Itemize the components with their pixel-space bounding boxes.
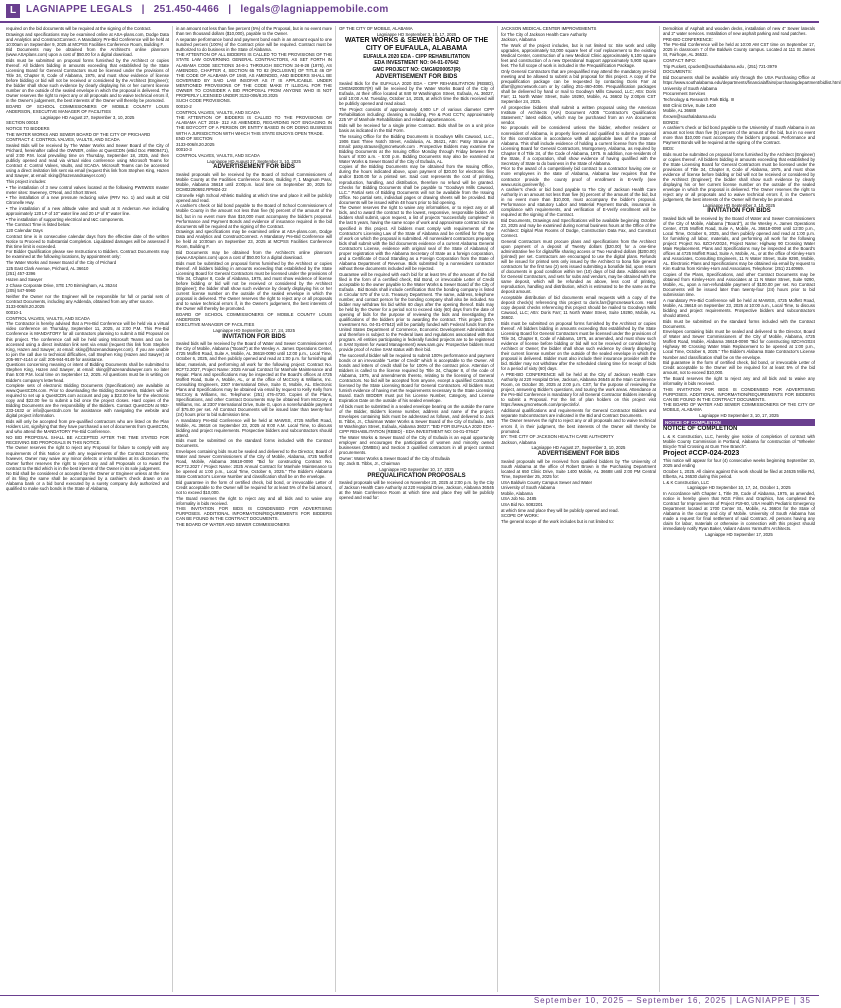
legal-paragraph: NOTICE TO BIDDERS	[6, 126, 50, 132]
legal-paragraph: END OF SECTION	[176, 136, 213, 142]
legal-paragraph: (251) 457-3396	[6, 271, 36, 277]
legal-paragraph: Bid Documents, Drawings and Specifications will be available beginning October 23, 2025 and may be examined during normal business hours at the Office of the Architect: Digital Plan Rooms of Dodge, Construction Data Fax, and Construct Connect.	[501, 218, 656, 239]
legal-paragraph: SCOPE OF WORK:	[501, 513, 539, 519]
header-rule	[0, 21, 819, 23]
notice-heading: INVITATION FOR BIDS	[222, 333, 286, 340]
column-divider	[497, 26, 498, 992]
publication-credit: Lagniappe HD September 17, 2025	[705, 531, 773, 537]
legal-paragraph: The Owner reserves the right to reject any Proposal for failure to comply with any requirements of this Notice or with any requirements of the Contract Documents; however, Owner may waive any minor defects or informalities at its discretion. The Owner further reserves the right to reject any and all Proposals or to Award the contract to the Bid which is in the best interest of the Owner in its sole judgement.	[6, 445, 169, 471]
legal-paragraph: Procurement Services	[663, 91, 706, 97]
legal-paragraph: CONTROL VALVES, VAULTS, AND SCADA	[176, 109, 260, 115]
legal-paragraph: 650 Clinic Drive, Suite 1400	[663, 102, 717, 108]
publication-credit: Lagniappe HD September 10, 17, 24, October 1, 2025	[687, 485, 791, 491]
legal-paragraph: 00010-3	[176, 147, 192, 153]
publication-credit: Lagniappe HD September 10, 17, 24, 2025	[213, 328, 295, 334]
legal-paragraph: Bids will be received for a single prime Contract. Bids shall be on a unit price basis as indicated in the Bid Form.	[339, 122, 494, 133]
legal-paragraph: The general scope of the work includes but is not limited to:	[501, 518, 614, 524]
legal-paragraph: The Project consists of approximately 4,900 LF of various diameter CIPP Rehabilitation including: cleaning & mudding, Pre & Post CCTV, approximately 225 VF of Manhole Rehabilitation and related appurtenances.	[339, 107, 494, 123]
legal-paragraph: SECTION 00010	[6, 120, 39, 126]
notice-subheading: EDA INVESTMENT NO: 04-01-07642	[374, 60, 459, 67]
legal-paragraph: L & K Construction, LLC	[663, 479, 709, 485]
legal-paragraph: Acceptable distribution of bid documents email requests with a copy of the deposit check(s) referencing this project to doris.farr@gmcnetwork.com. Hard copy deposit checks referencing this project should be mailed to Goodwyn Mills Cawood, LLC; Attn: Doris Farr; 11 North Water Street, Suite 19290, Mobile, AL 36602.	[501, 294, 656, 321]
legal-paragraph: THIS INVITATION FOR BIDS IS CONDENSED FOR ADVERTISING PURPOSES. ADDITIONAL INFORMATION/REQUIREMENTS FOR BIDDERS CAN BE FOUND IN THE CONTRACT DOCUMENTS.	[663, 386, 815, 402]
legal-paragraph: JACKSON MEDICAL CENTER IMPROVEMENTS	[501, 26, 597, 31]
legal-paragraph: Contract time is in consecutive calendar days from the effective date of the written Notice to Proceed to Substantial Completion. Liquidated damages will be assessed if this time limit is exceeded.	[6, 233, 169, 249]
column-divider	[659, 26, 660, 992]
legal-paragraph: Jackson, Alabama	[501, 37, 536, 43]
legal-paragraph: Jackson, Alabama	[501, 439, 536, 445]
legal-paragraph: Neither the Owner nor the Engineer will be responsible for full or partial sets of Contract Documents, including any Addenda, obtained from any other source.	[6, 293, 169, 304]
legal-paragraph: Drawings and specifications may be examined online at ASA-plans.com, Dodge Data and Analytics and ConstructConnect. A Mandatory Pre-Bid Conference will be held at 10:00am on September 9, 2025 at MCPSS Facilities Conference Room, Building F.	[6, 31, 169, 47]
legal-paragraph: Bid guarantee in the form of certified check, bid bond, or irrevocable Letter of Credit acceptable to the Owner will be required for at least 5% of the bid amount, not to exceed $10,000.	[176, 479, 332, 496]
legal-paragraph: THE ATTENTION OF BIDDERS IS CALLED TO THE PROVISIONS OF ALABAMA ACT 2016- 312 AS AMENDED, REGARDING NOT ENGAGING IN THE BOYCOTT OF A PERSON OR ENTITY BASED IN OR DOING BUSINESS WITH A JURISDICTION WITH WHICH THIS STATE ENJOYS OPEN TRADE.	[176, 115, 332, 136]
legal-paragraph: NO BID PROPOSAL SHALL BE ACCEPTED AFTER THE TIME STATED FOR RECEIVING BID PROPOSALS IN THIS NOTICE.	[6, 434, 169, 445]
legal-column-1	[6, 26, 169, 992]
legal-paragraph: THE ATTENTION OF ALL BIDDERS IS CALLED TO THE PROVISIONS OF THE STATE LAW GOVERNING GENERAL CONTRACTORS, AS SET FORTH IN ALABAMA CODE SECTIONS 34-8-1 THROUGH SECTION 34-8-28 (1975), AS AMENDED, CHAPTER 4, SECTION 65 TO 82 (INCLUSIVE) OF TITLE 46 OF THE CODE OF ALABAMA OF 1940, AS AMENDED, AND BIDDERS SHALL BE GOVERNED BY SAID LAW INSOFAR AS IT IS APPLICABLE. UNDER MENTIONED PROVISIONS OF THE CODE MAKE IT ILLEGAL FOR THE OWNER TO CONSIDER A BID PROPOSAL FROM ANYONE WHO IS NOT PROPERLY LICENSED UNDER 3133-006/8.20.2025	[176, 52, 332, 98]
legal-paragraph: All prospective bidders shall submit a written proposal using the American Institute of Architects (AIA) Document A305 "Contractor's Qualification Statement," latest edition, which may be purchased from an AIA documents vendor.	[501, 104, 656, 125]
legal-paragraph: Owner: Water Works & Sewer Board of the City of Eufaula	[339, 455, 450, 461]
legal-paragraph: • The installation of a new pressure reducing valve (PRV No. 1) and vault at Old Citronelle Hwy.	[6, 195, 169, 206]
page-footer	[0, 995, 819, 1008]
header-text	[26, 4, 395, 15]
footer-text: September 10, 2025 – September 16, 2025 | LAGNIAPPE | 35	[533, 996, 811, 1005]
legal-paragraph: CONTRACT 4: CONTROL VALVES, VAULTS, AND SCADA	[6, 137, 120, 143]
legal-paragraph: The Water Works & Sewer Board of the City of Eufaula is an equal opportunity employer and encourages the participation of women and minority owned businesses (DMBEs) and Section 3 qualified contractors in all project contract procurements.	[339, 434, 494, 455]
notice-subheading: EUFAULA 2020 EDA - CIPP REHABILITATION	[363, 53, 470, 60]
legal-paragraph: A mandatory Pre-Bid Conference will be held at MAWSS, 4725 Moffett Road, Mobile, AL 36618 on September 23, 2025 at 9:00 A.M. Local Time, to discuss bidding and project requirements. Prospective bidders and subcontractors should attend.	[176, 417, 332, 438]
legal-paragraph: Citronelle High School Athletic Building at which time and place it will be publicly opened and read.	[176, 192, 332, 203]
project-number: Project #CCP-024-2023	[663, 449, 740, 457]
legal-paragraph: 2 Chase Corporate Drive, STE 170 Birmingham, AL 35244	[6, 282, 118, 288]
legal-paragraph: 00010-2	[176, 104, 192, 110]
page-header	[0, 0, 819, 22]
legal-paragraph: OF THE CITY OF MOBILE, ALABAMA	[339, 26, 413, 31]
column-divider	[172, 26, 173, 992]
legal-paragraph: Sealed Bids will be received by The Water Works and Sewer Board of the City of Prichard, hereinafter called the OWNER, online at QuestCDN (eBid Doc #9809471), until 2:00 P.M. local prevailing time on Thursday, September 18, 2025, and then publicly opened and read via virtual video conference using Microsoft Teams for Contract 4: Control Valves, Vaults, and SCADA. Microsoft Teams can be accessed using a direct invitation link sent via email (request this link from Stephen King, Hazen and Sawyer, at email: sking@hazenandsawyer.com)	[6, 142, 169, 179]
legal-paragraph: L & K Construction, LLC, hereby give notice of completion of contract with Mobile County Commission in Portland, Alabama for construction of "Wheeler Bicycle Trail Crossing at Gum Tree Branch".	[663, 433, 815, 449]
legal-paragraph: DOCUMENTS:	[663, 69, 692, 75]
legal-paragraph: USA Job No. 2485	[501, 496, 537, 502]
legal-paragraph: for The City of Jackson Health Care Authority	[501, 31, 587, 37]
legal-paragraph: 3133-006/8.20.2025	[6, 304, 45, 310]
legal-paragraph: The Water Works and Sewer Board of the City of Prichard	[6, 259, 117, 265]
legal-paragraph: Only General Contractors that are prequalified may attend the mandatory pre-bid meeting and be allowed to submit a bid proposal for this project. A copy of the prequalification package can be requested by contacting Doris Farr at dfarr@gmcnetwork.com or by calling 251-460-4006. Prequalification packages shall be delivered by hand or mail to Goodwyn Mills Cawood, LLC; Attn: Doris Farr; 11 North Water Street, Suite 19290, Mobile, AL 36602 by 2:00pm CST September 24, 2025.	[501, 68, 656, 105]
legal-paragraph: The Contract Time is listed below:	[6, 222, 71, 228]
legal-paragraph: Sealed proposals will be received from qualified bidders by The University of South Alabama at the office of Robert Brown in the Purchasing Department located at 650 Clinic Drive, Suite 1400 Mobile, AL 36688 until 2:00 PM Central Time, September 25, 2025 for:	[501, 458, 656, 479]
notice-heading: PREQUALIFICATION PROPOSALS	[367, 472, 466, 479]
legal-paragraph: Envelopes containing bids must be sealed and delivered to the Director, Board of Water and Sewer Commissioners of the City of Mobile, Alabama, 4725 Moffett Road, Mobile, Alabama 36618-0090 "Bid for constructing Contract No. 8CF72.2027 / Project Name: 2025 Annual Contract for Manhole Maintenance to be opened at 1:00 p.m., Local Time, October 6, 2025." The Bidder's Alabama State Contractor's License Number and classification shall be on the envelope.	[176, 449, 332, 480]
legal-paragraph: USA Bid No. 5082201	[501, 502, 543, 508]
legal-paragraph: Sealed bids will be received by the Board of Water and Sewer Commissioners of the City of Mobile, Alabama ("Board") at the Wesley A. James Operations Center, 4725 Moffett Road, Suite A, Mobile, AL 36618-0090 until 12:00 p.m., Local Time, October 6, 2025, and then publicly opened and read at 1:00 p.m. for furnishing all labor, materials, and performing all work for the following project: Contract No. 8CF72.2027, Project Name: 2025 Annual Contract for Manhole Maintenance and Repair. Plans and specifications may be inspected at the Board's offices at 4725 Moffett Road, Suite A, Mobile, AL, or at the office of McCrory & Williams, Inc. Consulting Engineers, 2307 International Drive, Suite G, Mobile, AL. Electronic Plans and Specifications may be obtained via email by request to Kelly Kelly from McCrory & Williams, Inc. Telephone: (251) 476-4720. Copies of the Plans, Specifications, and other Contract Documents may be obtained from McCrory & Williams, Inc. at 2307 International Drive, Suite G, upon a nonrefundable payment of $75.00 per set. All Contract Documents will be issued later than twenty-four (24) hours prior to bid submission time.	[176, 341, 332, 417]
legal-paragraph: Bids must be submitted on proposal forms furnished by the Architect (Engineer) or copies thereof. All bidders bidding in amounts exceeding that established by the State Licensing Board for General Contractors must be licensed under the provisions of Title 34, Chapter 8, Code of Alabama, 1975, and must show evidence of license before bidding or bid will not be received or considered by the Architect (Engineer); the bidder shall show such evidence by clearly displaying his or her current license number on the outside of the sealed envelope in which the proposal is delivered. The Owner reserves the right to reject any or all proposals and to waive technical errors if, in the Owner's judgement, the best interests of the Owner will thereby be promoted.	[663, 151, 815, 202]
legal-paragraph: Bids must be submitted on proposal forms furnished by the Architect or copies thereof. All bidders bidding in amounts exceeding that established by the State Licensing Board for General Contractors must be licensed under the provisions of Title 34, Chapter 8, Code of Alabama, 1975, and must show evidence of license before bidding or bid will not be received or considered by the Architect (Engineer); the bidder shall show such evidence by clearly displaying his or her current license number on the outside of the sealed envelope in which the proposal is delivered. The Owner reserves the right to reject any or all proposals and to waive technical errors if, in the Owner's judgement, the best interests of the Owner will thereby be promoted.	[176, 260, 332, 312]
legal-paragraph: The Board reserves the right to reject any and all bids and to waive any informality in bids received.	[176, 495, 332, 506]
header-separator: |	[228, 4, 232, 15]
legal-paragraph: Sealed proposals will be received on November 20, 2025 at 2:00 p.m. by the City of Jackson Health Care Authority at 220 Hospital Drive, Jackson, Alabama 36545 at the Main Conference Room at which time and place they will be publicly opened and read for:	[339, 480, 494, 501]
legal-paragraph: The Issuing Office for the Bidding Documents is Goodwyn Mills Cawood, LLC., 1906 East Three Notch Street, Andalusia, AL 36421, Attn: Patsy Strause at Email: patsy.strause@gmcnetwork.com . Prospective Bidders may examine the Bidding Documents at the Issuing Office Monday through Friday between the hours of 8:00 a.m. - 5:00 p.m. Bidding Documents may also be examined at Water Works & Sewer Board of the City of Eufaula, AL.	[339, 133, 494, 164]
legal-paragraph: For Bidder Qualification please see Instructions to Bidders. Contract Documents may be examined at the following locations, by appointment only:	[6, 249, 169, 260]
legal-paragraph: By: Jack B. Tibbs, Jr., Chairman	[339, 461, 400, 467]
legal-paragraph: Copies of the Bidding Documents may be obtained from the Issuing Office, during the hours indicated above, upon payment of $20.00 for electronic files and/or $100.00 for a printed set. Said cost represents the cost of printing, reproduction, handling, and distribution, therefore no refund will be granted. Checks for Bidding Documents shall be payable to "Goodwyn Mills Cawood, LLC." Partial sets of Bidding Documents will not be available from the Issuing Office. No partial sets, individual pages or drawing sheets will be provided. Bid documents will be issued within 48 hours prior to bid opening.	[339, 164, 494, 205]
notice-heading: ADVERTISEMENT FOR BIDS	[537, 451, 620, 458]
column-divider	[335, 26, 336, 992]
notice-subheading: GMC PROJECT NO: CMGM200057(R)	[372, 67, 461, 74]
notice-heading: ADVERTISEMENT FOR BIDS	[213, 164, 295, 171]
legal-paragraph: The Pre-Bid Conference will be held at 10:00 AM CST time on September 17, 2025 in classroom 7 of the Baldwin County campus. Located at 111 St James St, Fairhope, AL 36532.	[663, 42, 815, 58]
publication-credit: Lagniappe HD August 27, September 3, 10, 2025	[531, 445, 626, 451]
legal-paragraph: University of South Alabama	[501, 485, 555, 491]
legal-paragraph: • The installation of a new altitude valve and vault at S Anderson Ave including approximately 120 LF of 10" water line and 20 LF of 6" water line.	[6, 205, 169, 216]
legal-paragraph: Trip Puckett, cpuckett@southalabama.edu , (251) 721-3979	[663, 63, 777, 69]
legal-paragraph: BOARD OF SCHOOL COMMISSIONERS OF MOBILE COUNTY LOUIS ANDERSON, EXECUTIVE MANAGER OF FACILITIES	[6, 104, 169, 115]
legal-paragraph: CONTROL VALVES, VAULTS, AND SCADA	[6, 315, 90, 321]
legal-paragraph: Bid guarantee in the form of certified check, bid bond, or irrevocable Letter of Credit acceptable to the Owner will be required for at least 5% of the bid amount, not to exceed $10,000.	[663, 360, 815, 376]
notice-category-bar: NOTICE OF COMPLETION	[663, 419, 815, 426]
notice-heading: WATER WORKS & SEWER BOARD OF THE CITY OF EUFAULA, ALABAMA	[344, 37, 489, 53]
legal-paragraph: USA Baldwin County Campus Sewer and Water	[501, 479, 593, 485]
legal-paragraph: Bids will only be accepted from pre-qualified contractors who are listed on the Plan Holders List, signifying that they have purchased a set of documents from QuestCDN, and who attend the MANDATORY Pre-Bid Conference.	[6, 419, 169, 435]
legal-paragraph: Technology & Research Park Bldg. III	[663, 96, 735, 102]
legal-paragraph: • The installation of 3 new control valves located at the following PWSWSS master meter sites: Sweeney, O'Neal, and Short Street.	[6, 184, 169, 195]
legal-paragraph: Copies of the Plans, Specifications, and other Contract Documents may be obtained from Kimley-Horn and Associates at 11 N Water Street, Suite 9290, Mobile, AL, upon a non-refundable payment of $100.00 per set. No Contract Documents will be issued later than twenty-four (24) hours prior to bid submission time.	[663, 271, 815, 298]
legal-paragraph: October 1, 2025. All claims against this work should be filed at 24635 Millie Rd, Elberta, AL 36530 during this period.	[663, 468, 815, 479]
legal-paragraph: The Owner reserves the right to reject any or all proposals and to waive technical errors if, in their judgment, the best interests of the Owner will thereby be promoted.	[501, 418, 656, 434]
legal-paragraph: Prior to the award of a competitively bid contract to a contractor having one or more employees in the state of Alabama, Alabama law requires that the contractor provide the county proof of enrollment in E-Verify (see www.uscis.gov/everify).	[501, 166, 656, 187]
publication-credit: Lagniappe HD September 3, 10, 2025	[702, 202, 776, 208]
publication-credit: Lagniappe HD August 27, September 3, 10, 2025	[40, 114, 135, 120]
legal-paragraph: University of South Alabama	[663, 85, 717, 91]
legal-paragraph: Bids must be submitted on proposal forms furnished by the Architect or copies thereof. All bidders bidding in amounts exceeding that established by the State Licensing Board for General Contractors must be licensed under the provisions of Title 34, Chapter 8, Code of Alabama, 1975, as amended, and must show such evidence of license before bidding or bid will not be received or considered by Architect or Owner; the bidder shall show such evidence by clearly displaying their current license number on the outside of the sealed envelope in which the proposal is delivered. Bidder must also include their insurance provider with the bid. Bidder may not withdraw after the scheduled closing time for receipt of bids for a period of sixty (60) days.	[501, 320, 657, 372]
header-email[interactable]: legals@lagniappemobile.com	[240, 4, 389, 15]
legal-paragraph: 120 Calendar Days	[6, 227, 43, 233]
notice-heading: ADVERTISEMENT FOR BIDS	[375, 73, 458, 80]
legal-paragraph: BONDS:	[663, 119, 680, 125]
publication-credit: Lagniappe HD September 10, 17, 2025	[379, 466, 454, 472]
legal-paragraph: Sealed bids will be received by the Board of Water and Sewer Commissioners of the City of Mobile, Alabama ("Board"), at the Wesley A. James Operations Center, 4725 Moffett Road, Suite A, Mobile, AL 36618-0090 until 12:00 p.m., Local Time, October 6, 2025, and then publicly opened and read at 1:00 p.m. for furnishing all labor, materials, and performing all work for the following project: Project No. 8ZCHV2024, Project Name: Highway 90 Crossing Water Main Replacement. Plans and Specifications may be inspected at the Board's offices at 4725 Moffett Road, Suite A, Mobile, AL, or at the office of Kimley-Horn and Associates, Consulting Engineers, 11 N Water Street, Suite 9290, Mobile, AL. Electronic Plans and Specifications may be obtained via email by request to Kim Kudrna from Kimley-Horn and Associates, Telephone: (251) 2140969.	[663, 215, 815, 272]
legal-paragraph: Bids must be submitted on the standard forms included with the Contract Documents.	[176, 438, 332, 449]
legal-paragraph: Mobile, Alabama	[501, 490, 533, 496]
publication-name: LAGNIAPPE LEGALS	[26, 4, 133, 15]
legal-paragraph: Guarantee will be required with each bid for at least 5% of the amount of the bid filed in the form of a certified check, Bid Bond, or irrevocable Letter of Credit acceptable to the owner payable to the Water Works & Sewer Board of the City of Eufaula . Bid Bonds shall include certification that the bonding company is listed in Circular 570 of the U.S. Treasury Department. The name, address, telephone number, and contact person for the bonding company shall also be included. No bidder may withdraw his bid within 60 days after the opening thereof. Bids may be held by the Owner for a period not to exceed sixty (60) days from the date of opening of bids for the purpose of reviewing the bids and investigating the qualifications of the bidders prior to awarding the contract. This project (EDA Investment No. 04-01-07642) will be partially funded with Federal funds from the United States Department of Commerce, Economic Development Administration and therefore is subject to the Federal laws and regulations associated with that program. All entities participating in federally funded projects are to be registered in SAM System for Award Management) www.sam.gov. Prospective bidders must provide proof of Active SAM status with their bid.	[339, 271, 495, 353]
publication-credit: Lagniappe HD August 27, September 3, 10, 2025	[207, 158, 301, 164]
legal-paragraph: THE WATER WORKS AND SEWER BOARD OF THE CITY OF PRICHARD	[6, 131, 151, 137]
legal-paragraph: The Owner reserves the right to waive any informalities, or to reject any or all bids, and to award the contract to the lowest, responsive, responsible bidder. All bidders shall submit, upon request, a list of projects "successfully completed" in the last 5 years, having the same scope of work and approximate contract size as specified in this project. All bidders must comply with requirements of the Contractor's Licensing Law of the State of Alabama and be certified for the type of work on which the proposal is submitted. All nonresident contractors preparing bids shall submit with the bid documents evidence of a current Alabama General Contractor's License, evidence with original seal of the State of Alabama) of proper registration with the Alabama Secretary of State as a foreign corporation, and a Certificate of Good Standing as a Foreign Corporation from the State of Alabama Department of Revenue. Bids submitted by a nonresident contractor without these documents included will be rejected.	[339, 205, 495, 271]
legal-paragraph: rbrown@southalabama.edu	[663, 113, 716, 119]
legal-paragraph: Additional qualifications and requirements for General Contractor Bidders and separate Subcontractors are indicated in the Bid and Contract Documents.	[501, 407, 656, 418]
legal-paragraph: 3133-006/8.20.2025	[176, 141, 215, 147]
header-phone: 251.450-4466	[153, 4, 220, 15]
legal-paragraph: A PRE-BID CONFERENCE will be held at the City of Jackson Health Care Authority at 220 Hospital Drive, Jackson, Alabama 36545 at the Main Conference Room, on October 30, 2025 at 2:00 p.m. CST, for the purpose of reviewing the project, answering Bidder's questions, and touring the work areas. Attendance at the Pre-Bid Conference is mandatory for all General Contractor Bidders intending to submit a Proposal. For the list of plan holders on this project visit https://www.gmcnetwork.com/projectinfo/.	[501, 371, 656, 408]
legal-paragraph: No proposals will be considered unless the bidder, whether resident or nonresident of Alabama, is properly licensed and qualified to submit a proposal for this construction in accordance with all applicable laws of the State of Alabama. This shall include evidence of holding a current license from the State Licensing Board for General Contractors, Montgomery, Alabama, as required by Chapter 8 of Title 34, of the Code of Alabama, 1975. In addition, non-residents of the State, if a corporation, shall show evidence of having qualified with the Secretary of State to do business in the State of Alabama.	[501, 125, 656, 166]
legal-paragraph: at which time and place they will be publicly opened and read.	[501, 507, 619, 513]
legal-paragraph: CONTACT INFO:	[663, 58, 697, 64]
legal-paragraph: Mobile, AL 36688	[663, 108, 697, 114]
publication-credit: Lagniappe HD September 3, 10, 17, 2025	[376, 31, 457, 37]
legal-paragraph: No Bid shall be considered or accepted by the Owner or Engineer unless at the time of its filing the same shall be accompanied by a cashier's check drawn on an Alabama bank or a bid bond executed by a surety company duly authorized and qualified to make such bonds in the State of Alabama,	[6, 471, 169, 492]
legal-paragraph: (205) 547-5960	[6, 288, 36, 294]
legal-paragraph: This notice will appear for four (4) consecutive weeks beginning September 10, 2025 and ending	[663, 458, 815, 469]
notice-heading: NOTICE OF COMPLETION	[663, 426, 738, 433]
legal-paragraph: 00010-1	[6, 310, 22, 316]
legal-paragraph: Bids must be submitted on the standard forms included with the Contract Documents.	[663, 318, 815, 329]
legal-paragraph: Hazen and Sawyer	[6, 276, 43, 282]
legal-column-5	[663, 26, 841, 992]
legal-paragraph: BY: THE CITY OF JACKSON HEALTH CARE AUTHORITY	[501, 434, 614, 440]
legal-paragraph: Envelopes containing bids must be sealed and delivered to the Director, Board of Water and Sewer Commissioners of the City of Mobile, Alabama, 4725 Moffett Road, Mobile, Alabama 36618-0090 "Bid for constructing 8ZCHV2024 Highway 90 Crossing Water Main Replacement to be opened at 1:00 p.m., Local Time, October 6, 2025." The Bidder's Alabama State Contractor's License Number and classification shall be on the envelope.	[663, 329, 815, 360]
legal-paragraph: Drawings and specifications may be examined online at ASA-plans.com, Dodge Data and Analytics and ConstructConnect. A Mandatory Pre-Bid Conference will be held at 10:00am on September 23, 2025 at MCPSS Facilities Conference Room, Building F.	[176, 229, 332, 250]
legal-paragraph: Bids must be submitted on proposal forms furnished by the Architect or copies thereof. All bidders bidding in amounts exceeding that established by the State Licensing Board for General Contractors must be licensed under the provisions of Title 34, Chapter 8, Code of Alabama, 1975, and must show evidence of license before bidding or bid will not be received or considered by the Architect (Engineer); the bidder shall show such evidence by clearly displaying his or her current license number on the outside of the sealed envelope in which the proposal is delivered. The Owner reserves the right to reject any or all proposals and to waive technical errors if, in the Owner's judgement, the best interests of the Owner will thereby be promoted.	[6, 58, 169, 104]
legal-paragraph: PRE-BID CONFERENCE:	[663, 36, 713, 42]
legal-paragraph: • The installation of supporting electrical and I&C components.	[6, 216, 125, 222]
header-separator: |	[141, 4, 145, 15]
legal-paragraph: THE BOARD OF WATER AND SEWER COMMISSIONERS OF THE CITY OF MOBILE, ALABAMA	[663, 402, 815, 413]
legal-paragraph: Sealed proposals will be received by the Board of School Commissioners of Mobile County at the Facilities Conference Room, Building F, 1 Magnum Pass, Mobile, Alabama 36618 until 2:00p.m. local time on September 30, 2025 for DCM02250692.RPM24-22	[176, 171, 332, 193]
legal-paragraph: THIS INVITATION FOR BIDS IS CONDENSED FOR ADVERTISING PURPOSES. ADDITIONAL INFORMATION/REQUIREMENTS FOR BIDDERS CAN BE FOUND IN THE CONTRACT DOCUMENTS.	[176, 506, 332, 522]
legal-paragraph: A mandatory Pre-Bid Conference will be held at MAWSS, 4725 Moffett Road, Mobile, AL 36618 on September 23, 2025 at 10:00 a.m., Local Time, to discuss bidding and project requirements. Prospective bidders and subcontractors should attend.	[663, 297, 815, 318]
legal-column-3	[339, 26, 494, 992]
legal-paragraph: BOARD OF SCHOOL COMMISSIONERS OF MOBILE COUNTY LOUIS ANDERSON	[176, 311, 332, 322]
legal-paragraph: A cashier's check or bid bond payable to the University of South Alabama in an amount not less than five (5) percent of the amount of the bid, but in no event more than $10,000 must accompany the bidder's proposal. Performance and Payment Bonds will be required at the signing of the Contract.	[663, 125, 815, 146]
legal-paragraph: THE BOARD OF WATER AND SEWER COMMISSIONERS	[176, 522, 290, 528]
publication-credit: Lagniappe HD September 3, 10, 17, 2025	[699, 413, 779, 418]
legal-paragraph: A cashier's check or bid bond payable to the Board of School Commissioners of Mobile County in the amount not less than five (5) percent of the amount of the bid, but in no event more than $10,000 must accompany the bidder's proposal. Performance and Payment Bonds and evidence of insurance required in the bid documents will be required at the signing of the Contract.	[176, 203, 332, 229]
publication-logo: L	[6, 4, 20, 18]
legal-paragraph: Questions concerning meaning or intent of Bidding Documents shall be submitted to Stephen King, Hazen and Sawyer, at email: sking@hazenandsawyer.com no later than 5:00 P.M. local time on September 12, 2025. All questions must be in writing on Bidder's company's letterhead.	[6, 362, 169, 383]
legal-paragraph: The successful bidder will be required to submit 100% performance and payment bonds or an irrevocable "Letter of Credit" which is acceptable to the Owner. All bonds and letters of credit shall be for 100% of the contract price. Attention of Bidders is called to the license required by Title 34, Chapter 8, of the code of Alabama, 1975, and amendments thereto, relating to the licensing of General Contractors. No bid will be accepted from anyone, except a qualified Contractor, licensed by the State Licensing Board for General Contractors. All bidders must furnish evidence of having met the requirements necessary to the State Licensing Board. Each BIDDER must put his License Number, Category, and License Expiration Date on the outside of his sealed envelope.	[339, 352, 495, 404]
legal-paragraph: A cashier's check or bid bond payable to The City of Jackson Health Care Authority in an amount not less than five (5) percent of the amount of the bid, but in no event more than $10,000, must accompany the bidder's proposal. Performance and statutory Labor and Material Payment Bonds, insurance in compliance with requirements, and verification of E-Verify enrollment will be required at the signing of the Contract.	[501, 187, 656, 218]
legal-paragraph: The Board reserves the right to reject any and all bids and to waive any informality in bids received.	[663, 375, 815, 386]
legal-paragraph: In Accordance with Chapter 1, Title 39, Code of Alabama, 1975, as amended, notice is hereby given that NGS Films and Graphics, has completed the Contract for Improvements of Project #19-60, USA Health Pediatric Emergency Department located at 1700 Center St., Mobile, AL 36604 for the State of Alabama in the county and city of Mobile. University of South Alabama has made a request for final settlement of said Contract. All persons having any claim for labor, materials or otherwise in connection with this project should immediately notify Ryan Baker, Valiant Adams Yarmuth's Architects.	[663, 490, 815, 532]
legal-paragraph: The Work of the project includes, but is not limited to: Site work and utility upgrades, approximately 53,000 square feet of roof replacement to the existing Medical Center, construction of a new Medical Clinic approximately 6,100 square feet and construction of a new Operational Support approximately 5,900 square feet. The full scope of work is included in the Prequalification Package.	[501, 42, 656, 69]
legal-paragraph: in an amount not less than five percent (5%) of the Proposal, but in no event more than ten thousand dollars ($10,000), payable to the Owner.	[176, 26, 332, 37]
legal-paragraph: EXECUTIVE MANAGER OF FACILITIES	[176, 322, 255, 328]
legal-paragraph: CONTROL VALVES, VAULTS, AND SCADA	[176, 153, 260, 159]
legal-paragraph: Bid Documents may be obtained from the Architect's online planroom (www.ASAplans.com) upon a cost of $50.00 for a digital download.	[6, 47, 169, 58]
legal-column-2	[176, 26, 332, 992]
legal-paragraph: This project includes:	[6, 178, 47, 184]
legal-paragraph: BIDS:	[663, 145, 675, 151]
legal-paragraph: SUCH CODE PROVISIONS.	[176, 98, 231, 104]
legal-paragraph: Bid Documents shall be available only through the USA Purchasing Office at https://www.southalabama.edu/departments/financialaffairs/purchasingdepartment/bidlist.html	[663, 74, 841, 86]
legal-paragraph: Sealed Bids for the EUFAULA 2020 EDA - CIPP REHABILITATION (REBID), CMGM200057(R) will be received by the Water Works Board of the City of Eufaula, at their office located at 840 W Washington Street, Eufaula, AL 36027, until 10:00 A.M. Tuesday, October 14, 2025, at which time the Bids received will be publicly opened and read aloud.	[339, 81, 494, 107]
legal-paragraph: The Contractor is hereby advised that a Pre-Bid Conference will be held via a virtual video conference on Thursday, September 11, 2025, at 2:00 P.M. This Pre-Bid Conference is MANDATORY for all contractors planning to submit a Bid Proposal on this project. The conference call will be held using Microsoft Teams and can be accessed using a direct invitation link sent via email (request this link from Stephen King, Hazen and Sawyer, at email: sking@hazenandsawyer.com). If you are unable to join the call due to technical difficulties, call Stephen King (Hazen and Sawyer) at 205-957-4144 or call: 205-944-9149 for assistance.	[6, 321, 169, 362]
notice-heading: INVITATION FOR BIDS	[707, 208, 771, 215]
legal-paragraph: A separate performance bond and payment bond each in an amount equal to one hundred percent (100%) of the Contract price will be required. Contract must be authorized to do business in the State of Alabama.	[176, 36, 332, 52]
legal-paragraph: required on the bid documents will be required at the signing of the Contract.	[6, 26, 152, 31]
legal-paragraph: Complete sets of electronic Bidding Documents (Specifications) are available at www.QuestCDN.com. Prior to downloading the Bidding Documents, Bidders will be required to set up a QuestCDN.com account and pay a $22.00 fee for the electronic copy and $22.00 fee to submit a bid once the project closes. Hard copies of the Bidding Documents are the responsibility of the Bidders. Contact QuestCDN at 952-233-1632 or info@questcdn.com for assistance with navigating the website and digital project information.	[6, 383, 169, 419]
legal-paragraph: Bid Documents may be obtained from the Architect's online planroom (www.ASAplans.com) upon a cost of $50.00 for a digital download.	[176, 250, 332, 261]
legal-paragraph: General Contractors must procure plans and specifications from the Architect upon payment of a deposit of Twenty dollars ($20.00) for a one-time administrative fee for digital/file sharing access or Two Hundred dollars ($200.00) (printed) per set. Contractors are encouraged to use the digital plans. Refunds will be issued for printed sets only issued by the Architect to bona fide general contractors for the first two (2) sets issued submitting a bonafide bid, upon return of documents in good condition within ten (10) days of bid date. Additional sets for General Contractors, and sets for subs and vendors, may be obtained with the same deposit, which will be refunded as above, less cost of printing, reproduction, handling and distribution, which is estimated to be the same as the deposit amount.	[501, 238, 657, 295]
legal-column-4	[501, 26, 656, 992]
legal-paragraph: All bids must be submitted in a sealed envelope bearing on the outside the name of the Bidder, Bidder's license number, address and name of the project. Envelopes containing bids must be addressed as follows, and delivered to Jack B. Tibbs, Jr., Chairman Water Works & Sewer Board of the City of Eufaula , 840 W Washington Street, Eufaula, Alabama 36027: "BID FOR EUFAULA 2020 EDA - CIPP REHABILITATION (REBID) - EDA INVESTMENT NO: 04-01-07642"	[339, 403, 494, 435]
legal-paragraph: Demolition of Asphalt and wooden decks, installation of new 4" Sewer laterals and 2" water services. Installation of new asphalt parking and road patches.	[663, 26, 815, 37]
legal-paragraph: 125 East Clark Avenue, Prichard, AL 36610	[6, 265, 89, 271]
